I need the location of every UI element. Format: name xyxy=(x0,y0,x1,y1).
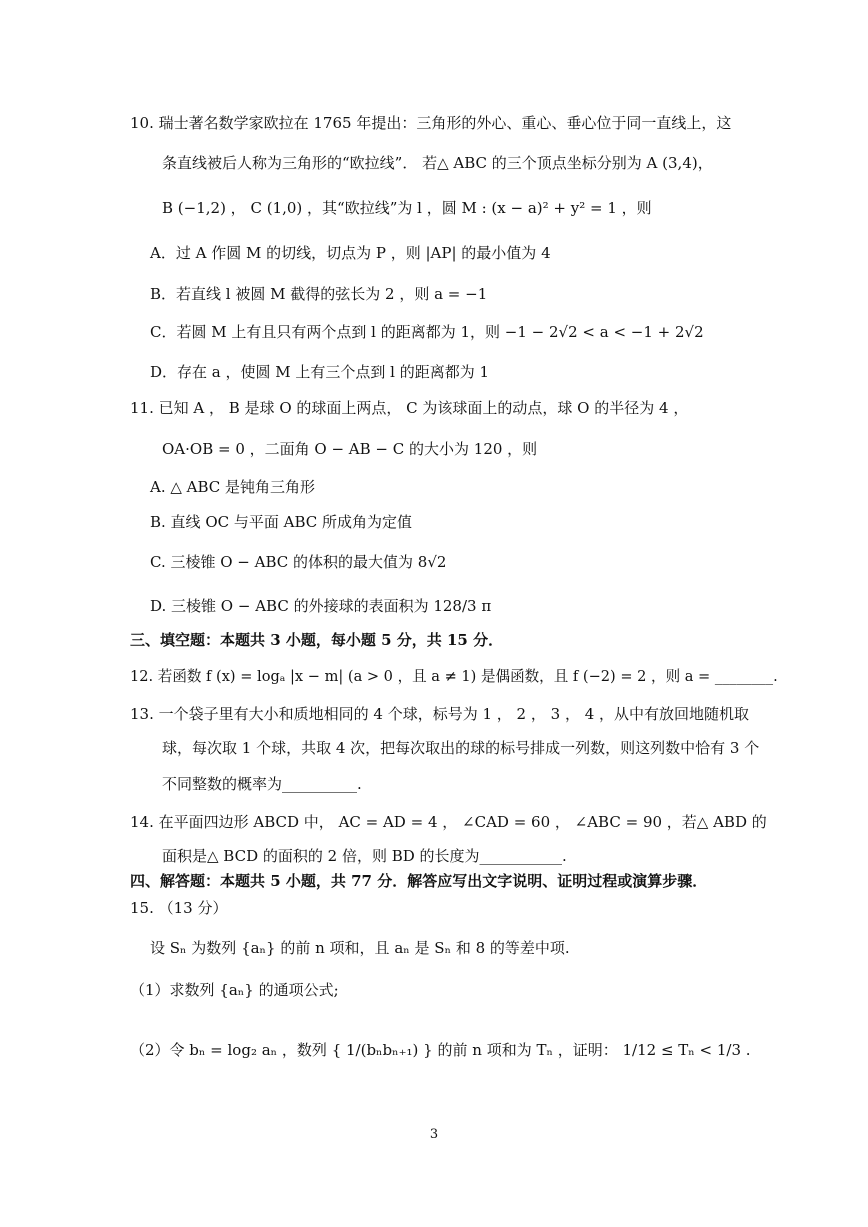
q12-line: 12. 若函数 f (x) = logₐ |x − m| (a > 0 ，且 a ≠ 1) 是偶函数，且 f (−2) = 2 ，则 a = ________. xyxy=(130,667,778,685)
q13-line-2: 球，每次取 1 个球，共取 4 次，把每次取出的球的标号排成一列数，则这列数中恰有 3 个 xyxy=(162,739,760,757)
q13-line-1: 13. 一个袋子里有大小和质地相同的 4 个球，标号为 1 ， 2 ， 3 ， 4 ，从中有放回地随机取 xyxy=(130,705,750,723)
page-number: 3 xyxy=(429,1127,439,1142)
q15-part-1: （1）求数列 {aₙ} 的通项公式; xyxy=(130,981,339,999)
section-4-heading: 四、解答题：本题共 5 小题，共 77 分．解答应写出文字说明、证明过程或演算步骤． xyxy=(130,872,708,890)
q11-line-1: 11. 已知 A ， B 是球 O 的球面上两点， C 为该球面上的动点，球 O 的半径为 4 ， xyxy=(130,399,689,417)
q11-option-a: A. △ ABC 是钝角三角形 xyxy=(150,478,316,496)
q15-stem: 设 Sₙ 为数列 {aₙ} 的前 n 项和，且 aₙ 是 Sₙ 和 8 的等差中项. xyxy=(150,939,570,957)
q14-line-1: 14. 在平面四边形 ABCD 中， AC = AD = 4 ， ∠CAD = 60 ， ∠ABC = 90 ，若△ ABD 的 xyxy=(130,813,767,831)
q10-option-b: B．若直线 l 被圆 M 截得的弦长为 2 ，则 a = −1 xyxy=(150,285,488,303)
q10-line-3: B (−1,2) ， C (1,0) ，其“欧拉线”为 l ，圆 M : (x − a)² + y² = 1 ，则 xyxy=(162,199,652,217)
q11-line-2: OA·OB = 0 ，二面角 O − AB − C 的大小为 120 ，则 xyxy=(162,440,538,458)
section-3-heading: 三、填空题：本题共 3 小题，每小题 5 分，共 15 分． xyxy=(130,631,504,649)
q11-option-c: C. 三棱锥 O − ABC 的体积的最大值为 8√2 xyxy=(150,553,447,571)
q11-option-b: B. 直线 OC 与平面 ABC 所成角为定值 xyxy=(150,513,413,531)
q11-option-d: D. 三棱锥 O − ABC 的外接球的表面积为 128/3 π xyxy=(150,597,492,615)
q14-line-2: 面积是△ BCD 的面积的 2 倍，则 BD 的长度为___________. xyxy=(162,847,567,865)
q10-line-2: 条直线被后人称为三角形的“欧拉线”． 若△ ABC 的三个顶点坐标分别为 A (3,4)， xyxy=(162,154,713,172)
q15-part-2: （2）令 bₙ = log₂ aₙ ，数列 { 1/(bₙbₙ₊₁) } 的前 n 项和为 Tₙ ，证明： 1/12 ≤ Tₙ < 1/3 . xyxy=(130,1041,751,1059)
q15-header: 15. （13 分） xyxy=(130,899,228,917)
q10-line-1: 10. 瑞士著名数学家欧拉在 1765 年提出：三角形的外心、重心、垂心位于同一直线上，这 xyxy=(130,114,732,132)
q10-option-d: D．存在 a ，使圆 M 上有三个点到 l 的距离都为 1 xyxy=(150,363,490,381)
q10-option-c: C．若圆 M 上有且只有两个点到 l 的距离都为 1，则 −1 − 2√2 < a < −1 + 2√2 xyxy=(150,323,704,341)
q10-option-a: A．过 A 作圆 M 的切线，切点为 P ，则 |AP| 的最小值为 4 xyxy=(150,244,551,262)
q13-line-3: 不同整数的概率为__________. xyxy=(162,775,362,793)
